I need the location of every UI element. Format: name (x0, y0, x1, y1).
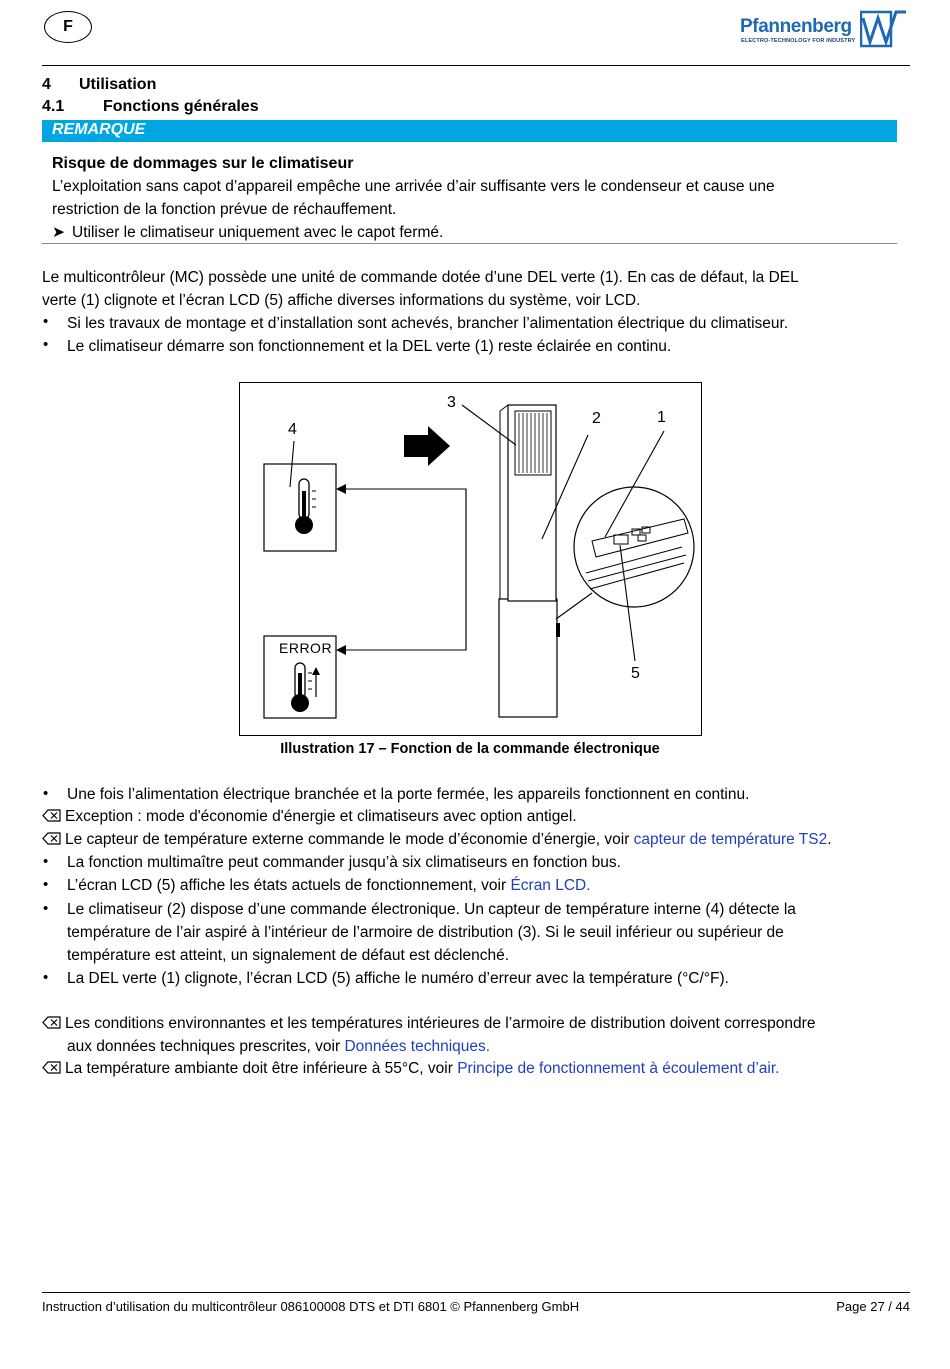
list-bullet-3 (67, 874, 591, 897)
note-1-line2 (67, 1035, 490, 1058)
notice-text-line1: L’exploitation sans capot d’appareil empêche une arrivée d’air suffisante vers le condenseur et cause une (52, 178, 775, 195)
note-hand-icon (42, 1061, 61, 1074)
bullet-icon: • (43, 876, 49, 893)
arrow-bullet-icon: ➤ (52, 224, 65, 241)
link-lcd-screen[interactable]: Écran LCD. (510, 877, 591, 894)
figure-label-1: 1 (657, 409, 666, 426)
error-text: ERROR (279, 640, 333, 656)
figure-label-4: 4 (288, 421, 297, 438)
list-exception-1 (42, 805, 577, 828)
list-bullet-4-line3: température est atteint, un signalement de défaut est déclenché. (67, 947, 510, 964)
notice-bar (42, 120, 897, 142)
list-bullet-5: La DEL verte (1) clignote, l’écran LCD (5) affiche le numéro d’erreur avec la température (°C/°F). (67, 970, 729, 987)
note-2 (42, 1057, 779, 1080)
footer-rule (42, 1292, 910, 1293)
list-bullet-2: La fonction multimaître peut commander jusqu’à six climatiseurs en fonction bus. (67, 854, 621, 871)
list-bullet-4-line2: température de l’air aspiré à l’intérieur de l’armoire de distribution (3). Si le seuil inférieur ou supérieur de (67, 924, 784, 941)
list-exception-2-text: Le capteur de température externe commande le mode d’économie d’énergie, voir (65, 831, 634, 848)
figure-frame (239, 382, 702, 736)
notice-rule (42, 243, 897, 244)
brand-wave-icon (860, 8, 908, 48)
list-bullet-4-line1: Le climatiseur (2) dispose d’une commande électronique. Un capteur de température interne (4) détecte la (67, 901, 796, 918)
language-badge: F (44, 11, 92, 43)
notice-label: REMARQUE (52, 121, 146, 138)
brand-name: Pfannenberg (740, 16, 852, 37)
note-hand-icon (42, 832, 61, 845)
intro-bullet-1: Si les travaux de montage et d’installation sont achevés, brancher l’alimentation électrique du climatiseur. (67, 315, 789, 332)
list-exception-2-end: . (827, 831, 832, 848)
section-number: 4 (42, 76, 51, 93)
bullet-icon: • (43, 853, 49, 870)
brand-tagline: ELECTRO-TECHNOLOGY FOR INDUSTRY (741, 38, 856, 44)
bullet-icon: • (43, 785, 49, 802)
pfannenberg-logo (738, 6, 910, 48)
figure-caption: Illustration 17 – Fonction de la commande électronique (280, 741, 660, 757)
note-1-line2-text: aux données techniques prescrites, voir (67, 1038, 345, 1055)
note-1-line1 (42, 1012, 815, 1035)
bullet-icon: • (43, 313, 49, 330)
note-hand-icon (42, 1016, 61, 1029)
intro-line1: Le multicontrôleur (MC) possède une unité de commande dotée d’une DEL verte (1). En cas de défaut, la DEL (42, 269, 799, 286)
bullet-icon: • (43, 336, 49, 353)
bullet-icon: • (43, 969, 49, 986)
footer-document-title: Instruction d’utilisation du multicontrôleur 086100008 DTS et DTI 6801 © Pfannenberg GmbH (42, 1299, 580, 1314)
link-technical-data[interactable]: Données techniques. (344, 1038, 491, 1055)
note-hand-icon (42, 809, 61, 822)
figure-label-3: 3 (447, 394, 456, 411)
notice-heading: Risque de dommages sur le climatiseur (52, 155, 354, 172)
header-rule (42, 65, 910, 66)
notice-action (52, 221, 443, 244)
note-1-line1-text: Les conditions environnantes et les températures intérieures de l’armoire de distribution doivent correspondre (65, 1015, 816, 1032)
intro-line2: verte (1) clignote et l’écran LCD (5) affiche diverses informations du système, voir LCD. (42, 292, 641, 309)
section-title: Utilisation (79, 76, 157, 93)
subsection-title: Fonctions générales (103, 98, 259, 115)
notice-text-line2: restriction de la fonction prévue de réchauffement. (52, 201, 397, 218)
list-exception-2 (42, 828, 832, 851)
bullet-icon: • (43, 900, 49, 917)
footer-page-number: Page 27 / 44 (836, 1299, 910, 1314)
figure-label-5: 5 (631, 665, 640, 682)
link-airflow-principle[interactable]: Principe de fonctionnement à écoulement d’air. (457, 1060, 780, 1077)
note-2-text: La température ambiante doit être inférieure à 55°C, voir (65, 1060, 458, 1077)
intro-bullet-2: Le climatiseur démarre son fonctionnement et la DEL verte (1) reste éclairée en continu. (67, 338, 672, 355)
list-bullet-1: Une fois l’alimentation électrique branchée et la porte fermée, les appareils fonctionnent en continu. (67, 786, 750, 803)
list-bullet-3-text: L’écran LCD (5) affiche les états actuels de fonctionnement, voir (67, 877, 511, 894)
list-exception-1-text: Exception : mode d'économie d'énergie et climatiseurs avec option antigel. (65, 808, 577, 825)
notice-action-text: Utiliser le climatiseur uniquement avec le capot fermé. (72, 224, 444, 241)
figure-label-2: 2 (592, 410, 601, 427)
link-temperature-sensor[interactable]: capteur de température TS2 (633, 831, 828, 848)
subsection-number: 4.1 (42, 98, 65, 115)
